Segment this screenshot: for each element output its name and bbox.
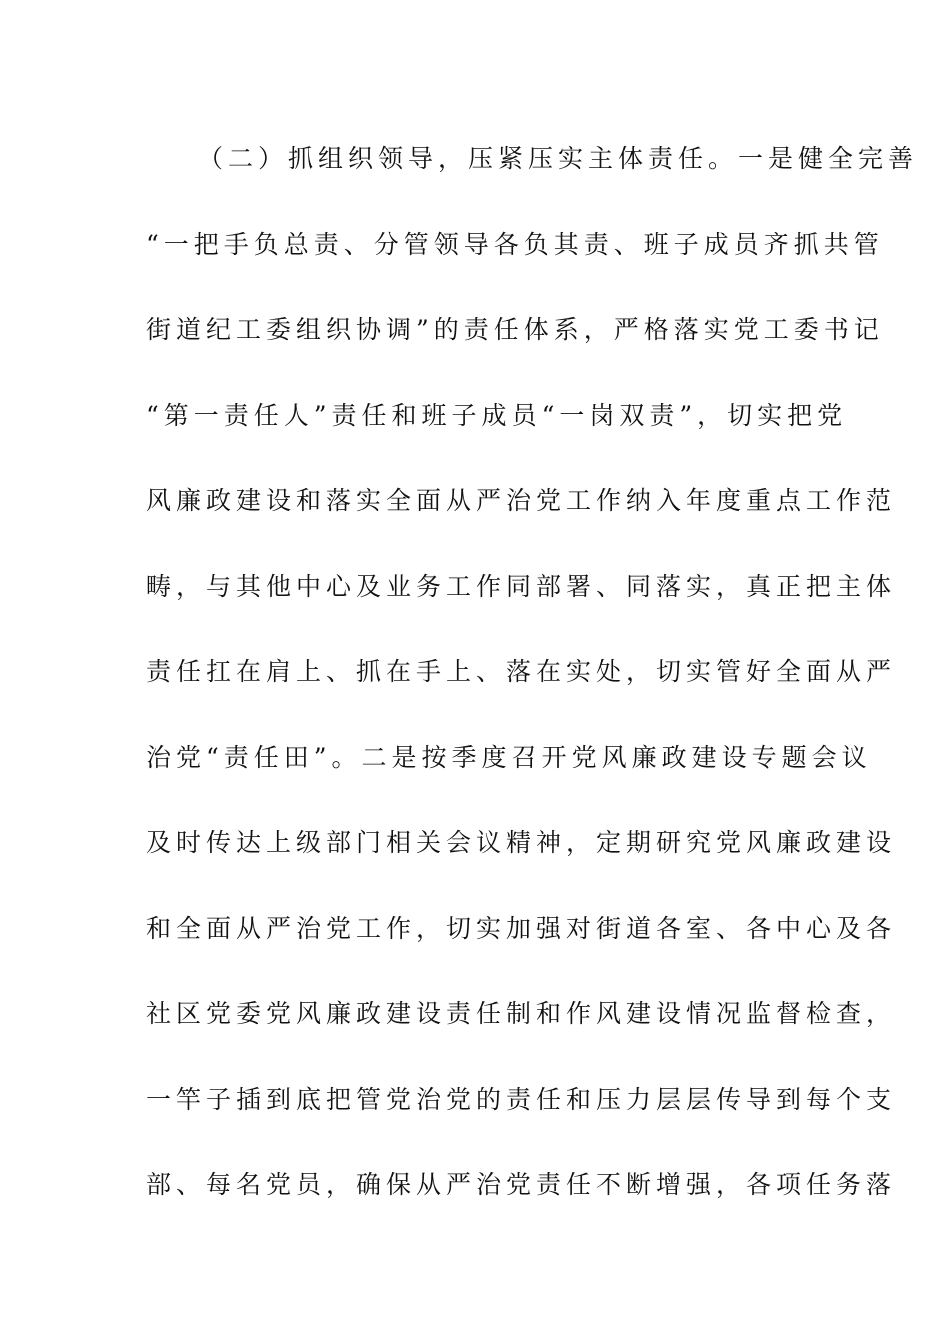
paragraph-line: 风廉政建设和落实全面从严治党工作纳入年度重点工作范: [146, 486, 897, 515]
paragraph-line: 责任扛在肩上、抓在手上、落在实处，切实管好全面从严: [146, 657, 897, 686]
paragraph-line: “一把手负总责、分管领导各负其责、班子成员齐抓共管: [146, 229, 884, 259]
paragraph-line: 治党“责任田”。二是按季度召开党风廉政建设专题会议: [146, 742, 872, 772]
paragraph-line: 畴，与其他中心及业务工作同部署、同落实，真正把主体: [146, 571, 897, 601]
paragraph-line: 街道纪工委组织协调”的责任体系，严格落实党工委书记: [146, 315, 884, 344]
paragraph-line: 及时传达上级部门相关会议精神，定期研究党风廉政建设: [146, 828, 897, 857]
paragraph-line: （二）抓组织领导，压紧压实主体责任。一是健全完善: [198, 144, 919, 173]
paragraph-line: “第一责任人”责任和班子成员“一岗双责”，切实把党: [146, 400, 848, 430]
paragraph-line: 社区党委党风廉政建设责任制和作风建设情况监督检查，: [146, 999, 897, 1028]
paragraph-line: 部、每名党员，确保从严治党责任不断增强，各项任务落: [146, 1170, 897, 1199]
paragraph-line: 和全面从严治党工作，切实加强对街道各室、各中心及各: [146, 913, 897, 943]
body-paragraph: [146, 137, 919, 1249]
paragraph-line: 一竿子插到底把管党治党的责任和压力层层传导到每个支: [146, 1084, 897, 1114]
